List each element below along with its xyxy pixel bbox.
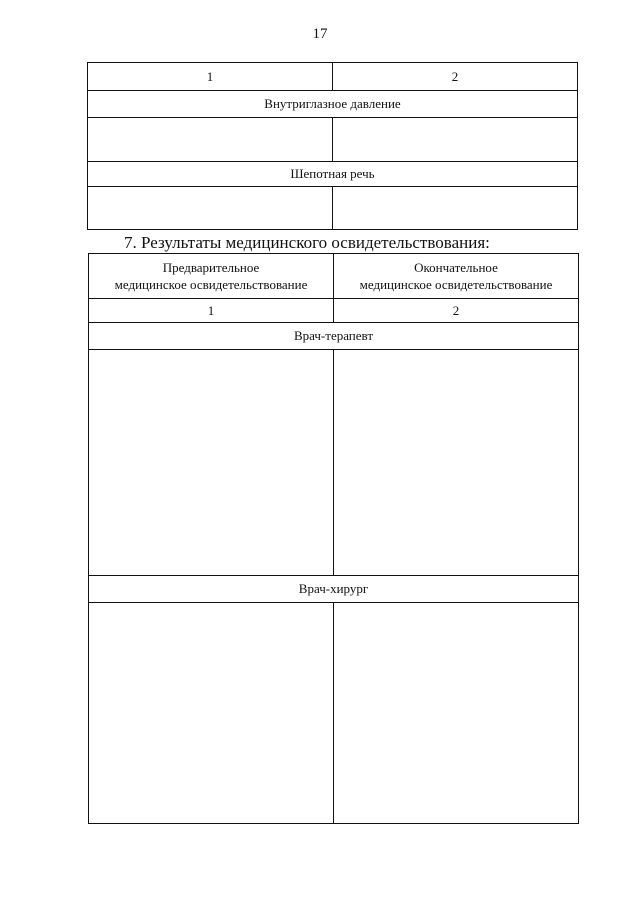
page-number: 17 xyxy=(312,26,328,42)
final-header-line1: Окончательное xyxy=(414,260,498,275)
row-header-surgeon xyxy=(89,576,579,603)
column-number-1: 1 xyxy=(88,63,333,91)
intraocular-pressure-preliminary-cell[interactable] xyxy=(88,118,333,162)
whispered-speech-final-cell[interactable] xyxy=(333,187,578,230)
row-header-therapist xyxy=(89,323,579,350)
whispered-speech-preliminary-cell[interactable] xyxy=(88,187,333,230)
row-header-intraocular-pressure xyxy=(88,91,578,118)
intraocular-pressure-final-cell[interactable] xyxy=(333,118,578,162)
whispered-speech-entry-row xyxy=(88,187,578,230)
preliminary-header-line2: медицинское освидетельствование xyxy=(114,277,308,292)
column-number-row xyxy=(88,63,578,91)
results-column-number-2: 2 xyxy=(334,299,579,323)
results-column-number-row xyxy=(89,299,579,323)
column-number-2: 2 xyxy=(333,63,578,91)
surgeon-final-cell[interactable] xyxy=(334,603,579,824)
results-column-number-1: 1 xyxy=(89,299,334,323)
whispered-speech-label: Шепотная речь xyxy=(88,162,578,187)
therapist-label: Врач-терапевт xyxy=(89,323,579,350)
exam-continuation-table xyxy=(87,62,578,230)
intraocular-pressure-entry-row xyxy=(88,118,578,162)
therapist-final-cell[interactable] xyxy=(334,350,579,576)
therapist-entry-row xyxy=(89,350,579,576)
surgeon-preliminary-cell[interactable] xyxy=(89,603,334,824)
final-exam-header xyxy=(334,254,579,299)
preliminary-header-line1: Предварительное xyxy=(162,260,260,275)
therapist-preliminary-cell[interactable] xyxy=(89,350,334,576)
final-header-line2: медицинское освидетельствование xyxy=(359,277,553,292)
results-column-header-row xyxy=(89,254,579,299)
section-title: 7. Результаты медицинского освидетельствования: xyxy=(124,233,490,252)
surgeon-entry-row xyxy=(89,603,579,824)
examination-results-table xyxy=(88,253,579,824)
preliminary-exam-header xyxy=(89,254,334,299)
surgeon-label: Врач-хирург xyxy=(89,576,579,603)
intraocular-pressure-label: Внутриглазное давление xyxy=(88,91,578,118)
row-header-whispered-speech xyxy=(88,162,578,187)
